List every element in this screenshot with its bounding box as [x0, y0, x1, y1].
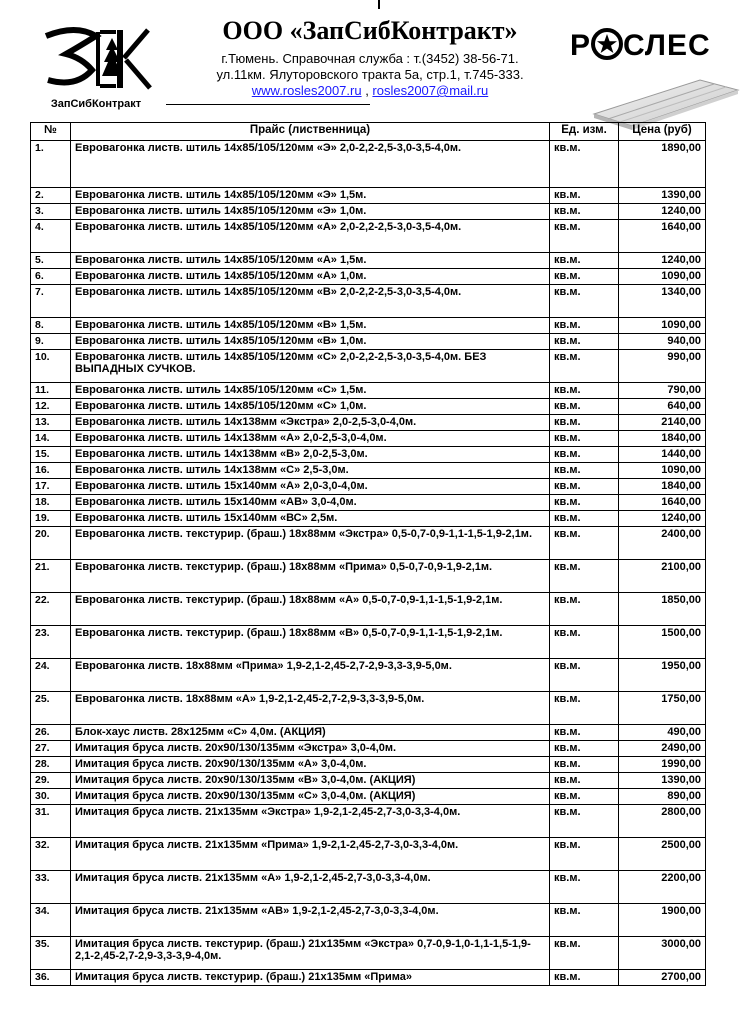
brand-part-right: СЛЕС [623, 29, 711, 62]
row-number: 18. [31, 495, 71, 511]
row-number: 30. [31, 789, 71, 805]
price-cell: 1890,00 [619, 141, 706, 188]
unit-cell: кв.м. [550, 334, 619, 350]
unit-cell: кв.м. [550, 350, 619, 383]
table-row [31, 188, 706, 204]
product-name: Евровагонка листв. штиль 14х138мм «А» 2,0-2,5-3,0-4,0м. [71, 431, 550, 447]
unit-cell: кв.м. [550, 431, 619, 447]
table-row [31, 741, 706, 757]
row-number: 6. [31, 269, 71, 285]
product-name: Евровагонка листв. штиль 14х138мм «С» 2,5-3,0м. [71, 463, 550, 479]
unit-cell: кв.м. [550, 593, 619, 626]
unit-cell: кв.м. [550, 399, 619, 415]
website-link[interactable]: www.rosles2007.ru [251, 83, 362, 98]
price-cell: 2140,00 [619, 415, 706, 431]
price-cell: 1850,00 [619, 593, 706, 626]
product-name: Имитация бруса листв. 20х90/130/135мм «В» 3,0-4,0м. (АКЦИЯ) [71, 773, 550, 789]
unit-cell: кв.м. [550, 626, 619, 659]
unit-cell: кв.м. [550, 692, 619, 725]
price-cell: 2400,00 [619, 527, 706, 560]
table-row [31, 692, 706, 725]
unit-cell: кв.м. [550, 773, 619, 789]
price-cell: 1340,00 [619, 285, 706, 318]
product-name: Имитация бруса листв. 20х90/130/135мм «С» 3,0-4,0м. (АКЦИЯ) [71, 789, 550, 805]
row-number: 25. [31, 692, 71, 725]
price-cell: 2700,00 [619, 970, 706, 986]
table-row [31, 383, 706, 399]
unit-cell: кв.м. [550, 415, 619, 431]
price-cell: 1840,00 [619, 479, 706, 495]
row-number: 10. [31, 350, 71, 383]
unit-cell: кв.м. [550, 871, 619, 904]
unit-cell: кв.м. [550, 805, 619, 838]
product-name: Имитация бруса листв. 21х135мм «А» 1,9-2,1-2,45-2,7-3,0-3,3-4,0м. [71, 871, 550, 904]
unit-cell: кв.м. [550, 659, 619, 692]
price-cell: 1240,00 [619, 204, 706, 220]
table-row [31, 204, 706, 220]
contact-separator: , [361, 83, 373, 98]
zsk-monogram-icon [36, 22, 156, 98]
product-name: Евровагонка листв. штиль 14х85/105/120мм «В» 1,5м. [71, 318, 550, 334]
product-name: Евровагонка листв. штиль 14х85/105/120мм «С» 1,0м. [71, 399, 550, 415]
product-name: Имитация бруса листв. 21х135мм «АВ» 1,9-2,1-2,45-2,7-3,0-3,3-4,0м. [71, 904, 550, 937]
price-cell: 940,00 [619, 334, 706, 350]
row-number: 27. [31, 741, 71, 757]
table-row [31, 626, 706, 659]
row-number: 5. [31, 253, 71, 269]
unit-cell: кв.м. [550, 269, 619, 285]
price-cell: 1240,00 [619, 253, 706, 269]
unit-cell: кв.м. [550, 904, 619, 937]
price-cell: 1500,00 [619, 626, 706, 659]
product-name: Евровагонка листв. штиль 14х85/105/120мм «Э» 2,0-2,2-2,5-3,0-3,5-4,0м. [71, 141, 550, 188]
row-number: 17. [31, 479, 71, 495]
price-cell: 1640,00 [619, 495, 706, 511]
row-number: 16. [31, 463, 71, 479]
row-number: 7. [31, 285, 71, 318]
price-cell: 1090,00 [619, 463, 706, 479]
row-number: 23. [31, 626, 71, 659]
rosles-logo [566, 24, 740, 120]
price-cell: 790,00 [619, 383, 706, 399]
row-number: 12. [31, 399, 71, 415]
row-number: 14. [31, 431, 71, 447]
table-row [31, 479, 706, 495]
table-row [31, 937, 706, 970]
row-number: 35. [31, 937, 71, 970]
table-row [31, 285, 706, 318]
brand-part-left: Р [570, 29, 592, 62]
text-cursor-mark [378, 0, 380, 9]
zapsibkontrakt-logo [36, 22, 156, 114]
unit-cell: кв.м. [550, 741, 619, 757]
price-cell: 2500,00 [619, 838, 706, 871]
price-cell: 1750,00 [619, 692, 706, 725]
product-name: Имитация бруса листв. 20х90/130/135мм «А» 3,0-4,0м. [71, 757, 550, 773]
price-cell: 2100,00 [619, 560, 706, 593]
unit-cell: кв.м. [550, 285, 619, 318]
unit-cell: кв.м. [550, 447, 619, 463]
table-row [31, 334, 706, 350]
header-unit: Ед. изм. [550, 123, 619, 141]
table-row [31, 350, 706, 383]
unit-cell: кв.м. [550, 383, 619, 399]
product-name: Блок-хаус листв. 28х125мм «С» 4,0м. (АКЦИЯ) [71, 725, 550, 741]
table-row [31, 431, 706, 447]
price-cell: 890,00 [619, 789, 706, 805]
row-number: 36. [31, 970, 71, 986]
row-number: 26. [31, 725, 71, 741]
table-row [31, 773, 706, 789]
row-number: 22. [31, 593, 71, 626]
price-cell: 490,00 [619, 725, 706, 741]
row-number: 8. [31, 318, 71, 334]
unit-cell: кв.м. [550, 560, 619, 593]
price-cell: 2800,00 [619, 805, 706, 838]
price-cell: 640,00 [619, 399, 706, 415]
table-row [31, 757, 706, 773]
price-cell: 1440,00 [619, 447, 706, 463]
unit-cell: кв.м. [550, 970, 619, 986]
product-name: Евровагонка листв. штиль 14х85/105/120мм «А» 2,0-2,2-2,5-3,0-3,5-4,0м. [71, 220, 550, 253]
header-divider [166, 104, 370, 105]
unit-cell: кв.м. [550, 220, 619, 253]
logo-caption: ЗапСибКонтракт [50, 98, 142, 110]
table-row [31, 560, 706, 593]
row-number: 4. [31, 220, 71, 253]
table-row [31, 415, 706, 431]
row-number: 20. [31, 527, 71, 560]
product-name: Имитация бруса листв. текстурир. (браш.) 21х135мм «Прима» [71, 970, 550, 986]
table-row [31, 904, 706, 937]
price-table [30, 122, 706, 986]
unit-cell: кв.м. [550, 318, 619, 334]
table-row [31, 495, 706, 511]
price-cell: 1950,00 [619, 659, 706, 692]
table-row [31, 141, 706, 188]
product-name: Евровагонка листв. штиль 15х140мм «А» 2,0-3,0-4,0м. [71, 479, 550, 495]
unit-cell: кв.м. [550, 757, 619, 773]
unit-cell: кв.м. [550, 937, 619, 970]
table-row [31, 253, 706, 269]
price-cell: 990,00 [619, 350, 706, 383]
row-number: 13. [31, 415, 71, 431]
info-phone-line: г.Тюмень. Справочная служба : т.(3452) 38-56-71. [221, 51, 519, 66]
unit-cell: кв.м. [550, 511, 619, 527]
info-contact-line [170, 83, 570, 98]
row-number: 32. [31, 838, 71, 871]
unit-cell: кв.м. [550, 204, 619, 220]
table-row [31, 838, 706, 871]
row-number: 24. [31, 659, 71, 692]
product-name: Евровагонка листв. штиль 14х85/105/120мм «С» 1,5м. [71, 383, 550, 399]
product-name: Евровагонка листв. текстурир. (браш.) 18х88мм «Прима» 0,5-0,7-0,9-1,9-2,1м. [71, 560, 550, 593]
product-name: Евровагонка листв. текстурир. (браш.) 18х88мм «А» 0,5-0,7-0,9-1,1-1,5-1,9-2,1м. [71, 593, 550, 626]
info-address-line: ул.11км. Ялуторовского тракта 5а, стр.1, т.745-333. [216, 67, 524, 82]
row-number: 15. [31, 447, 71, 463]
row-number: 31. [31, 805, 71, 838]
product-name: Евровагонка листв. штиль 14х85/105/120мм «Э» 1,0м. [71, 204, 550, 220]
table-row [31, 220, 706, 253]
price-cell: 1090,00 [619, 269, 706, 285]
row-number: 9. [31, 334, 71, 350]
table-row [31, 527, 706, 560]
table-row [31, 659, 706, 692]
header-price: Цена (руб) [619, 123, 706, 141]
product-name: Евровагонка листв. штиль 14х138мм «Экстра» 2,0-2,5-3,0-4,0м. [71, 415, 550, 431]
price-cell: 1900,00 [619, 904, 706, 937]
price-cell: 2490,00 [619, 741, 706, 757]
table-row [31, 399, 706, 415]
table-row [31, 871, 706, 904]
row-number: 33. [31, 871, 71, 904]
company-name: ООО «ЗапСибКонтракт» [222, 16, 518, 45]
row-number: 19. [31, 511, 71, 527]
email-link[interactable]: rosles2007@mail.ru [372, 83, 489, 98]
rosles-wordmark [570, 28, 711, 63]
unit-cell: кв.м. [550, 789, 619, 805]
table-row [31, 511, 706, 527]
product-name: Евровагонка листв. штиль 14х85/105/120мм «С» 2,0-2,2-2,5-3,0-3,5-4,0м. БЕЗ ВЫПАДНЫХ СУЧКОВ. [71, 350, 550, 383]
header-number: № [31, 123, 71, 141]
unit-cell: кв.м. [550, 495, 619, 511]
price-cell: 1840,00 [619, 431, 706, 447]
product-name: Евровагонка листв. текстурир. (браш.) 18х88мм «В» 0,5-0,7-0,9-1,1-1,5-1,9-2,1м. [71, 626, 550, 659]
price-cell: 1240,00 [619, 511, 706, 527]
table-row [31, 725, 706, 741]
unit-cell: кв.м. [550, 141, 619, 188]
product-name: Имитация бруса листв. 20х90/130/135мм «Экстра» 3,0-4,0м. [71, 741, 550, 757]
unit-cell: кв.м. [550, 463, 619, 479]
unit-cell: кв.м. [550, 725, 619, 741]
product-name: Евровагонка листв. штиль 14х85/105/120мм «Э» 1,5м. [71, 188, 550, 204]
price-cell: 1990,00 [619, 757, 706, 773]
table-row [31, 269, 706, 285]
unit-cell: кв.м. [550, 253, 619, 269]
product-name: Евровагонка листв. текстурир. (браш.) 18х88мм «Экстра» 0,5-0,7-0,9-1,1-1,5-1,9-2,1м. [71, 527, 550, 560]
unit-cell: кв.м. [550, 479, 619, 495]
unit-cell: кв.м. [550, 527, 619, 560]
table-row [31, 805, 706, 838]
price-cell: 1390,00 [619, 773, 706, 789]
price-cell: 3000,00 [619, 937, 706, 970]
star-o-icon [591, 28, 623, 60]
row-number: 11. [31, 383, 71, 399]
row-number: 28. [31, 757, 71, 773]
product-name: Евровагонка листв. штиль 14х85/105/120мм «А» 1,5м. [71, 253, 550, 269]
table-row [31, 593, 706, 626]
header-price-list: Прайс (лиственница) [71, 123, 550, 141]
table-header-row [31, 123, 706, 141]
product-name: Имитация бруса листв. текстурир. (браш.) 21х135мм «Экстра» 0,7-0,9-1,0-1,1-1,5-1,9-2,1-2,45-2,7-2,9-3,3-3,9-4,0м. [71, 937, 550, 970]
table-row [31, 318, 706, 334]
price-cell: 1390,00 [619, 188, 706, 204]
row-number: 21. [31, 560, 71, 593]
table-row [31, 789, 706, 805]
price-cell: 1640,00 [619, 220, 706, 253]
row-number: 34. [31, 904, 71, 937]
product-name: Евровагонка листв. штиль 14х138мм «В» 2,0-2,5-3,0м. [71, 447, 550, 463]
price-cell: 1090,00 [619, 318, 706, 334]
product-name: Евровагонка листв. штиль 15х140мм «АВ» 3,0-4,0м. [71, 495, 550, 511]
product-name: Имитация бруса листв. 21х135мм «Экстра» 1,9-2,1-2,45-2,7-3,0-3,3-4,0м. [71, 805, 550, 838]
unit-cell: кв.м. [550, 838, 619, 871]
table-row [31, 970, 706, 986]
price-cell: 2200,00 [619, 871, 706, 904]
table-row [31, 463, 706, 479]
row-number: 1. [31, 141, 71, 188]
product-name: Имитация бруса листв. 21х135мм «Прима» 1,9-2,1-2,45-2,7-3,0-3,3-4,0м. [71, 838, 550, 871]
unit-cell: кв.м. [550, 188, 619, 204]
table-row [31, 447, 706, 463]
product-name: Евровагонка листв. штиль 15х140мм «ВС» 2,5м. [71, 511, 550, 527]
product-name: Евровагонка листв. 18х88мм «А» 1,9-2,1-2,45-2,7-2,9-3,3-3,9-5,0м. [71, 692, 550, 725]
product-name: Евровагонка листв. штиль 14х85/105/120мм «А» 1,0м. [71, 269, 550, 285]
product-name: Евровагонка листв. 18х88мм «Прима» 1,9-2,1-2,45-2,7-2,9-3,3-3,9-5,0м. [71, 659, 550, 692]
row-number: 29. [31, 773, 71, 789]
row-number: 3. [31, 204, 71, 220]
product-name: Евровагонка листв. штиль 14х85/105/120мм «В» 2,0-2,2-2,5-3,0-3,5-4,0м. [71, 285, 550, 318]
product-name: Евровагонка листв. штиль 14х85/105/120мм «В» 1,0м. [71, 334, 550, 350]
row-number: 2. [31, 188, 71, 204]
